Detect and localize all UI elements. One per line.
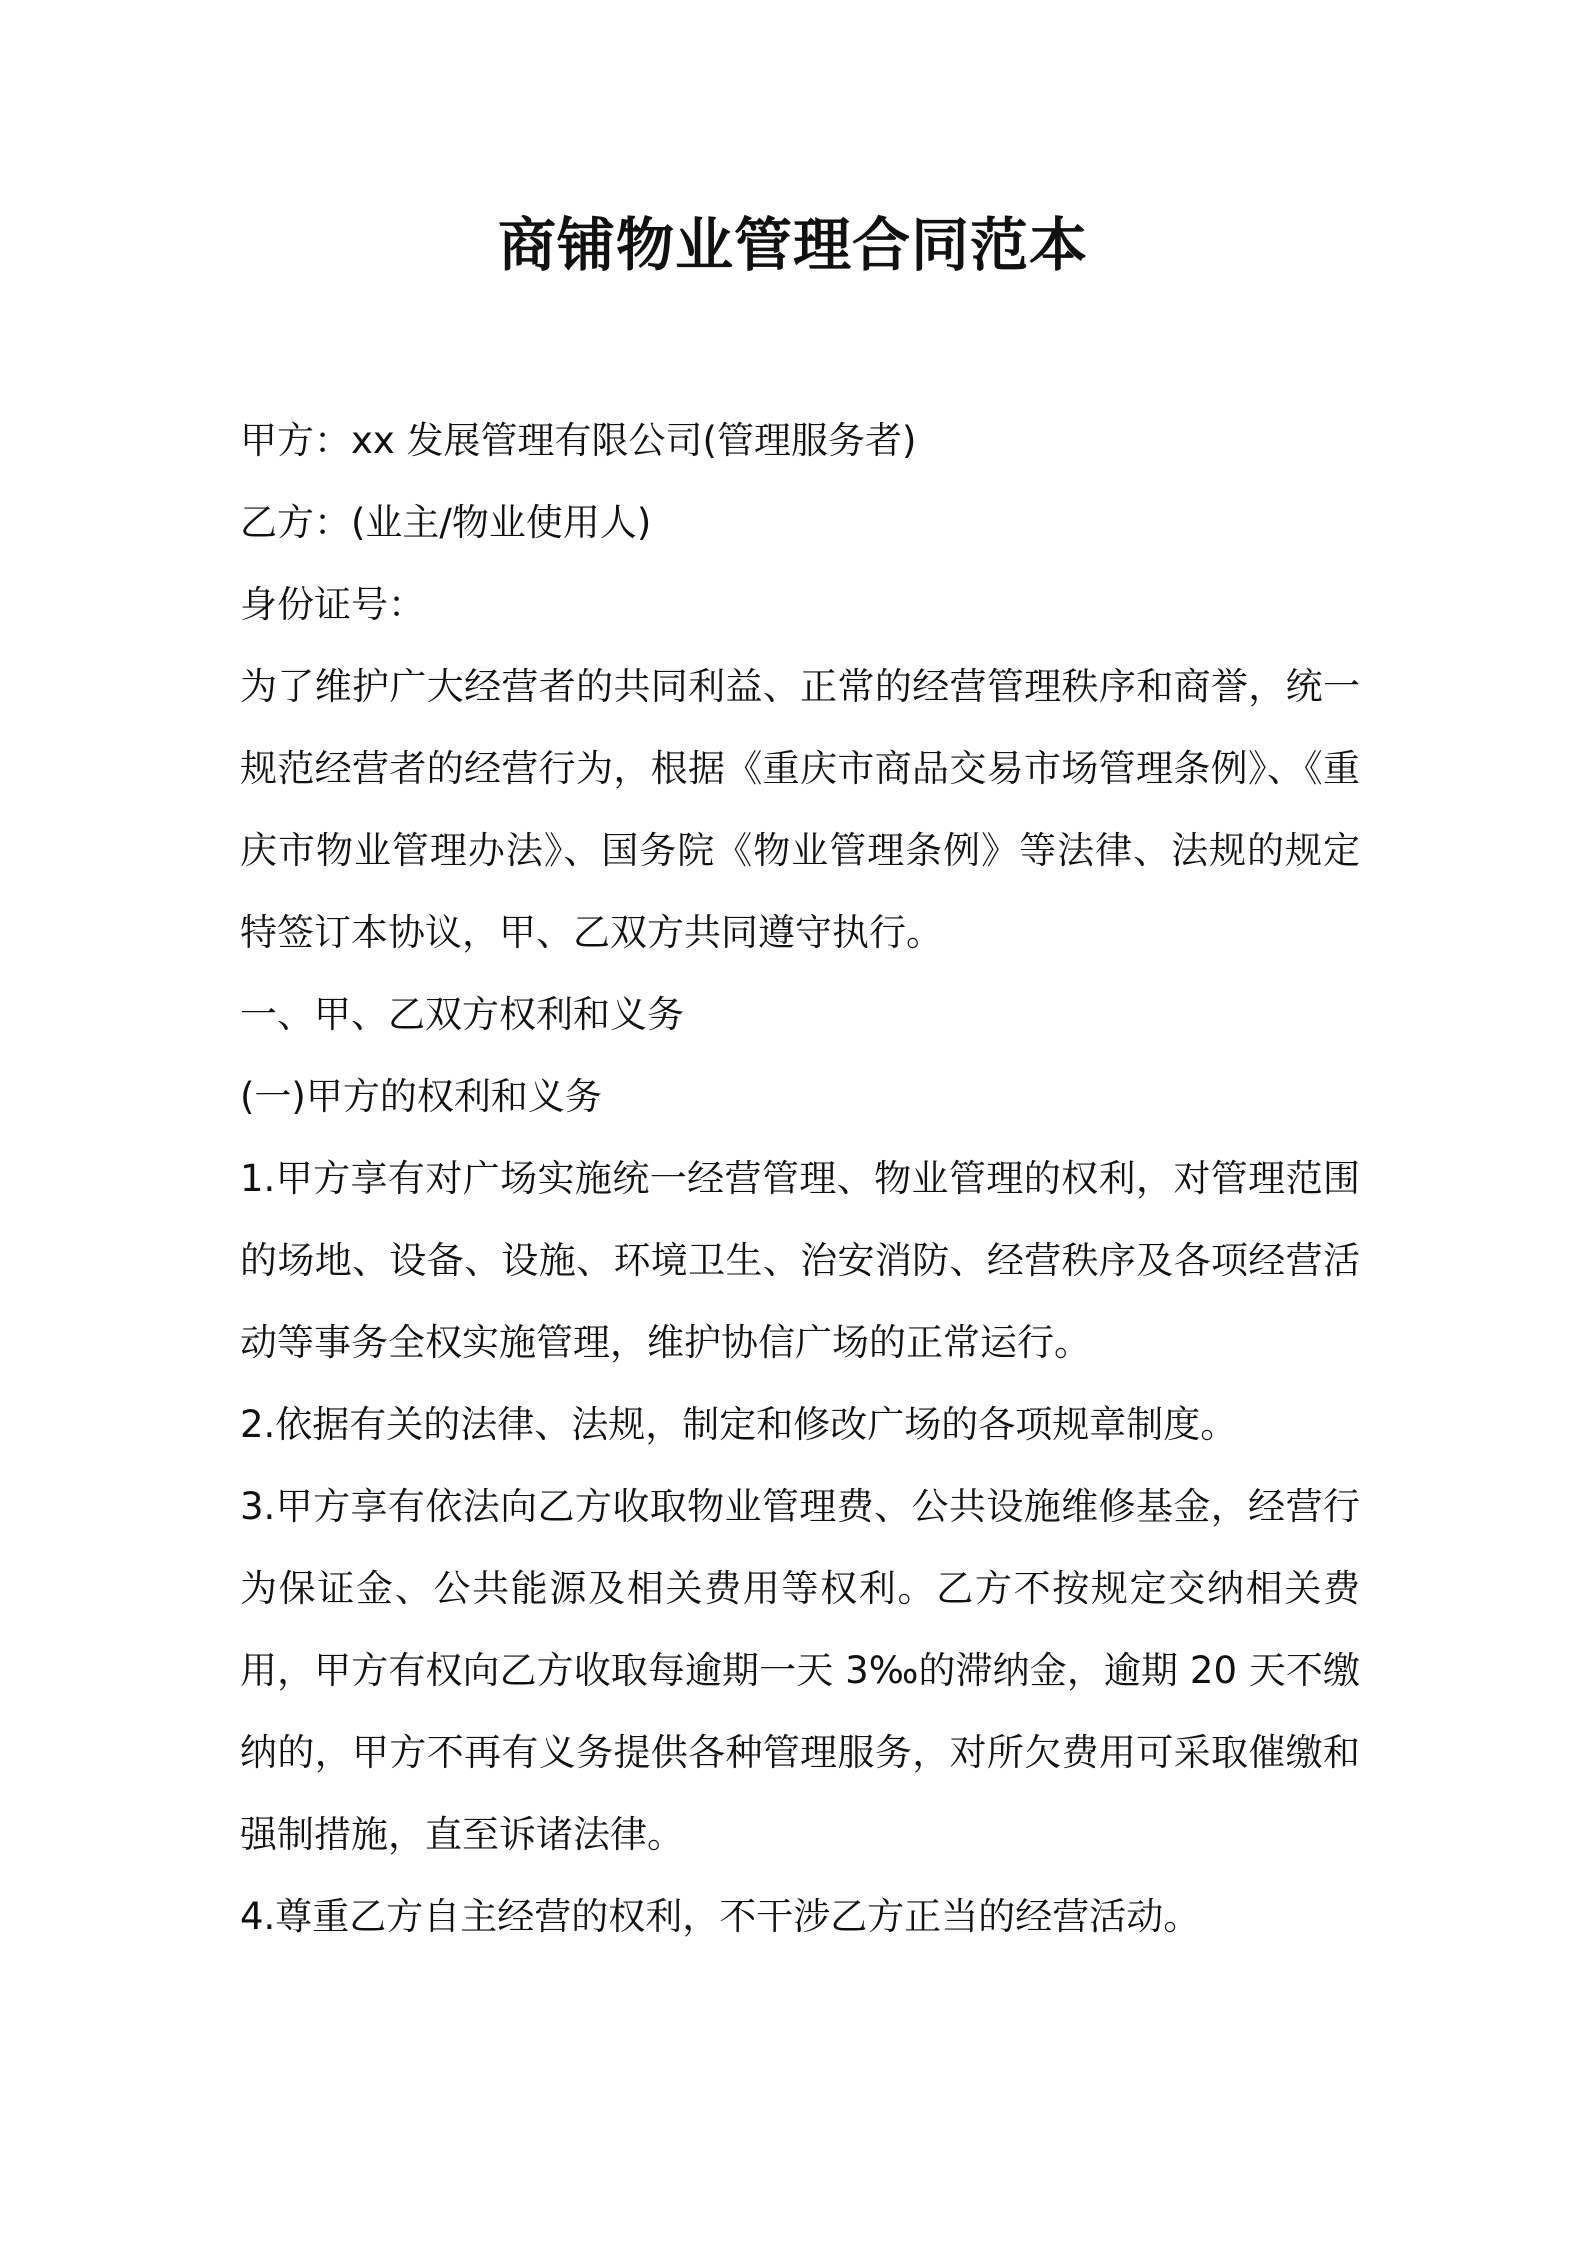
preamble-paragraph: 为了维护广大经营者的共同利益、正常的经营管理秩序和商誉，统一规范经营者的经营行为，根据《重庆市商品交易市场管理条例》、《重庆市物业管理办法》、国务院《物业管理条例》等法律、法规的规定特签订本协议，甲、乙双方共同遵守执行。	[240, 665, 1360, 954]
document-title: 商铺物业管理合同范本	[497, 211, 1088, 279]
party-a-line: 甲方：xx 发展管理有限公司(管理服务者)	[240, 419, 917, 462]
section-heading: 一、甲、乙双方权利和义务	[240, 993, 684, 1036]
clause-1: 1.甲方享有对广场实施统一经营管理、物业管理的权利，对管理范围的场地、设备、设施、环境卫生、治安消防、经营秩序及各项经营活动等事务全权实施管理，维护协信广场的正常运行。	[240, 1157, 1360, 1364]
clause-4: 4.尊重乙方自主经营的权利，不干涉乙方正当的经营活动。	[240, 1895, 1201, 1938]
id-number-line: 身份证号：	[240, 583, 425, 626]
clause-2: 2.依据有关的法律、法规，制定和修改广场的各项规章制度。	[240, 1403, 1238, 1446]
clause-3: 3.甲方享有依法向乙方收取物业管理费、公共设施维修基金，经营行为保证金、公共能源及相关费用等权利。乙方不按规定交纳相关费用，甲方有权向乙方收取每逾期一天 3‰的滞纳金，逾期 20 天不缴纳的，甲方不再有义务提供各种管理服务，对所欠费用可采取催缴和强制措施，直至诉诸法律。	[240, 1485, 1360, 1856]
party-b-line: 乙方：(业主/物业使用人)	[240, 501, 652, 544]
subsection-heading: (一)甲方的权利和义务	[240, 1075, 602, 1118]
document-body	[240, 400, 1360, 1958]
